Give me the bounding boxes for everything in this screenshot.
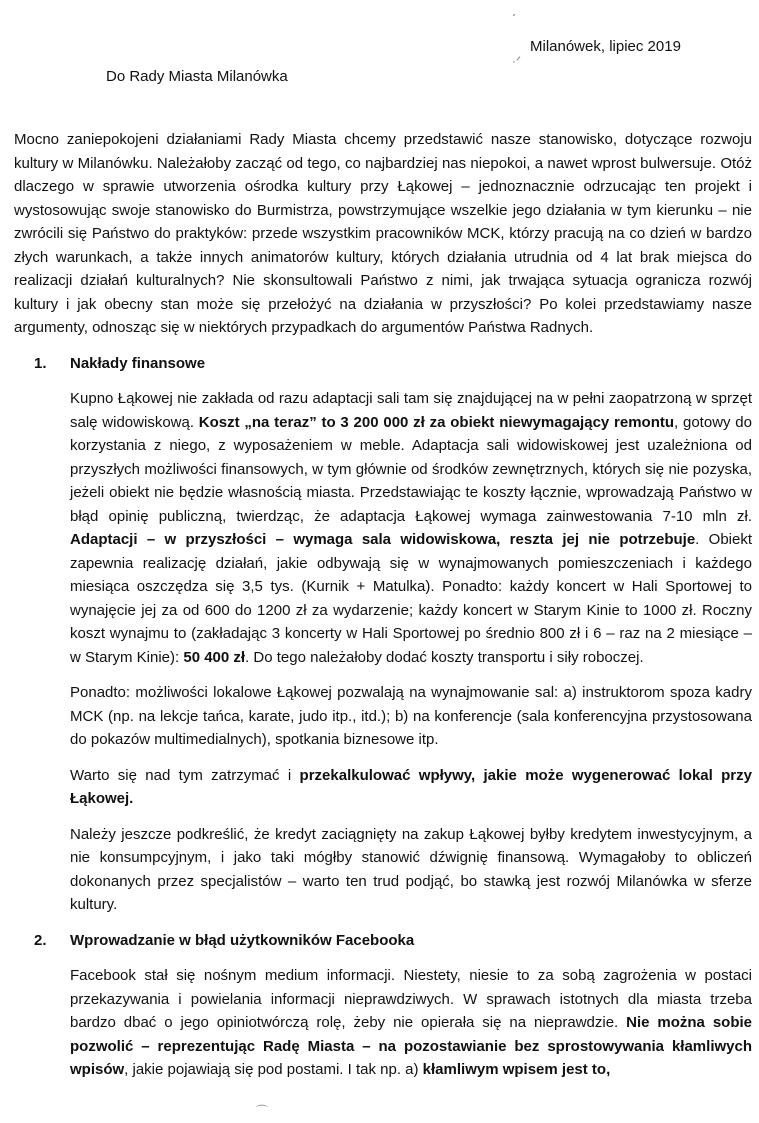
handwritten-mark: ˊ [512, 12, 516, 26]
bold-text: przekalkulować wpływy, jakie może wygenerować lokal przy Łąkowej. [70, 766, 752, 807]
section-2-paragraph-1 [70, 964, 752, 1082]
section-2-title: Wprowadzanie w błąd użytkowników Facebooka [70, 931, 415, 949]
intro-paragraph: Mocno zaniepokojeni działaniami Rady Miasta chcemy przedstawić nasze stanowisko, dotyczące rozwoju kultury w Milanówku. Należałoby zacząć od tego, co najbardziej nas niepokoi, a nawet wprost bulwersuje. Otóż dlaczego w sprawie utworzenia ośrodka kultury przy Łąkowej – jednoznacznie odrzucając ten projekt i wystosowując swoje stanowisko do Burmistrza, powstrzymujące wszelkie jego działania w tym kierunku – nie zwrócili się Państwo do praktyków: przede wszystkim pracowników MCK, którzy pracują na co dzień w bardzo złych warunkach, a także innych animatorów kultury, których działania utrudnia od 4 lat brak miejsca do realizacji działań kulturalnych? Nie skonsultowali Państwo z nimi, jak trwająca sytuacja ogranicza rozwój kultury i jak obecny stan może się przełożyć na działania w przyszłości? Po kolei przedstawiamy nasze argumenty, odnosząc się w niektórych przypadkach do argumentów Państwa Radnych. [14, 131, 752, 336]
handwritten-mark: ·ᐟ [512, 54, 522, 68]
bold-text: 50 400 zł [183, 648, 246, 666]
section-1-heading [34, 352, 752, 376]
section-1-title: Nakłady finansowe [70, 354, 206, 372]
text-span: Kupno Łąkowej nie zakłada od razu adaptacji sali tam się znajdującej na w pełni zaopatrzoną w sprzęt salę widowiskową. [70, 390, 752, 431]
bold-text: Koszt „na teraz” to 3 200 000 zł za obiekt niewymagający remontu [198, 413, 675, 431]
text-span: , gotowy do korzystania z niego, z wyposażeniem w meble. Adaptacja sali widowiskowej jest uzależniona od przyszłych możliwości finansowych, w tym głównie od środków zewnętrznych, których się nie pozyska, jeżeli obiekt nie będzie własnością miasta. Przedstawiając te koszty łącznie, wprowadzają Państwo w błąd opinię publiczną, twierdząc, że adaptacja Łąkowej wymaga zainwestowania 7-10 mln zł. [70, 413, 752, 525]
section-1-number: 1. [34, 354, 47, 372]
bold-text: Adaptacji – w przyszłości – wymaga sala widowiskowa, reszta jej nie potrzebuje [70, 531, 696, 548]
bold-text: kłamliwym wpisem jest to, [422, 1061, 611, 1078]
section-1-paragraph-2: Ponadto: możliwości lokalowe Łąkowej pozwalają na wynajmowanie sal: a) instruktorom spoza kadry MCK (np. na lekcje tańca, karate, judo itp., itd.); b) na konferencje (sala konferencyjna przystosowana do pokazów multimedialnych), spotkania biznesowe itp. [70, 684, 752, 748]
section-2-heading [34, 929, 752, 953]
letter-date: Milanówek, lipiec 2019 [530, 38, 681, 55]
text-span: . Do tego należałoby dodać koszty transportu i siły roboczej. [245, 648, 644, 666]
text-span: . Obiekt zapewnia realizację działań, jakie odbywają się w wynajmowanych pomieszczeniach i każdego miesiąca oszczędza się 3,5 tys. (Kurnik + Matulka). Ponadto: każdy koncert w Hali Sportowej to wynajęcie jej za od 600 do 1200 zł za wydarzenie; każdy koncert w Starym Kinie to 1000 zł. Roczny koszt wynajmu to (zakładając 3 koncerty w Hali Sportowej po średnio 800 zł i 6 – raz na 2 miesiące – w Starym Kinie): [70, 531, 753, 666]
text-span: , jakie pojawiają się pod postami. I tak np. a) [124, 1061, 423, 1078]
handwritten-mark: ⌒ [256, 1104, 269, 1118]
section-2-number: 2. [34, 931, 47, 949]
letter-body [14, 128, 752, 1094]
section-1-paragraph-4: Należy jeszcze podkreślić, że kredyt zaciągnięty na zakup Łąkowej byłby kredytem inwestycyjnym, a nie konsumpcyjnym, i jako taki mógłby stanowić dźwignię finansową. Wymagałoby to obliczeń dokonanych przez specjalistów – warto ten trud podjąć, bo stawką jest rozwój Milanówka w sferze kultury. [70, 825, 752, 913]
letter-addressee: Do Rady Miasta Milanówka [106, 68, 288, 85]
section-1-paragraph-3 [70, 764, 752, 811]
text-span: Facebook stał się nośnym medium informacji. Niestety, niesie to za sobą zagrożenia w postaci przekazywania i powielania informacji nieprawdziwych. W sprawach istotnych dla miasta trzeba bardzo dbać o jego opiniotwórczą rolę, żeby nie opierała się na nieprawdzie. [70, 967, 752, 1031]
text-span: Warto się nad tym zatrzymać i [70, 766, 300, 784]
section-1-paragraph-1 [70, 387, 752, 669]
bold-text: Nie można sobie pozwolić – reprezentując Radę Miasta – na pozostawianie bez sprostowywania kłamliwych wpisów [70, 1014, 752, 1078]
